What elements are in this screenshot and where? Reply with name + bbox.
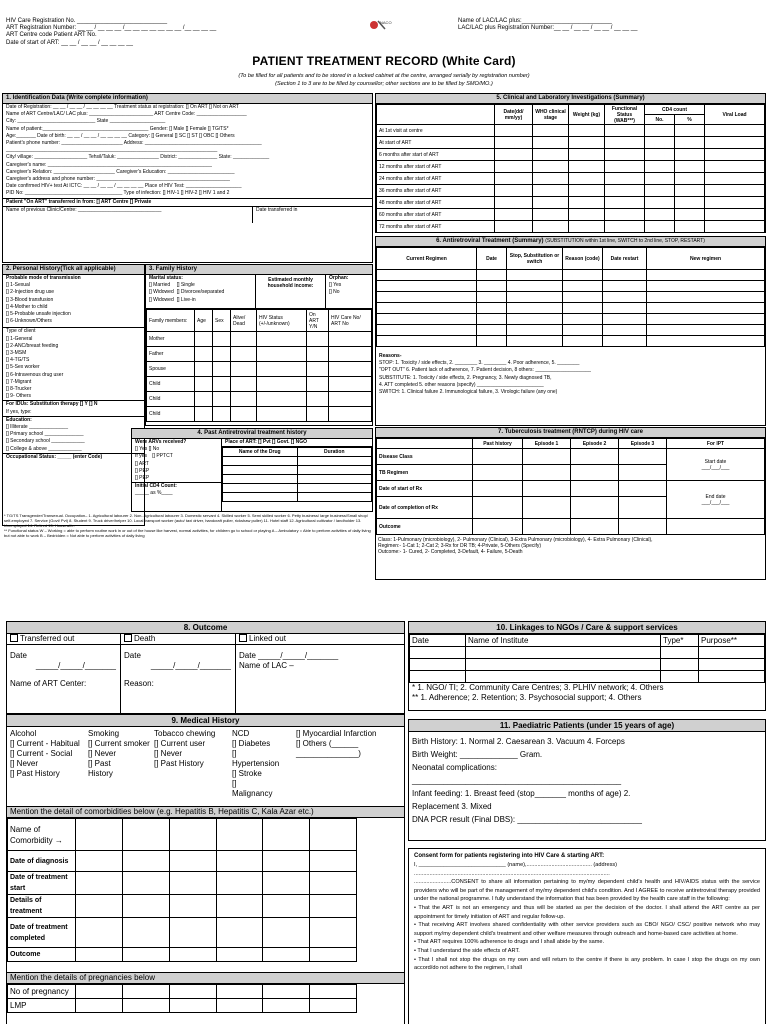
clinical-col: Functional Status (WAB***) [605, 105, 645, 125]
clinical-col: WHO clinical stage [533, 105, 569, 125]
clinical-row: 24 months after start of ART [377, 173, 495, 185]
section-11-title: 11. Paediatric Patients (under 15 years of age) [409, 720, 765, 732]
previous-clinic-line[interactable]: Name of previous Clinic/Centre: ______________________________ [3, 207, 253, 223]
arv-received-label: Were ARVs received? [135, 439, 187, 445]
outcome-section [6, 621, 405, 714]
client-option[interactable]: [] 2-ANC/breast feeding [6, 342, 59, 349]
orphan-no[interactable]: [] No [329, 289, 340, 296]
family-col: Age [195, 310, 213, 332]
marital-option[interactable]: [] Single [176, 282, 195, 289]
linked-date-field[interactable]: _____/_____/_______ [258, 651, 339, 660]
tb-outcome-legend: Outcome:- 1- Cured, 2- Completed, 3-Default, 4- Failure, 5-Death [378, 549, 523, 555]
death-date-field[interactable]: _____/_____/_______ [150, 661, 231, 670]
art-reasons [376, 347, 765, 396]
cd4-no-col: No. [645, 115, 675, 125]
smoking-option[interactable]: [] Current smoker [88, 739, 150, 748]
income-label[interactable]: Estimated monthly household income: [256, 275, 326, 308]
tb-row: Date of start of Rx [377, 481, 473, 497]
comorbidity-row: Outcome [8, 948, 76, 962]
client-option[interactable]: [] 5-Sex worker [6, 364, 40, 371]
consent-name-line[interactable]: I, ____________________________ (name),.......................................... (address) [414, 862, 618, 868]
art-col: Reason (code) [563, 248, 603, 270]
smoking-option[interactable]: [] Never [88, 749, 117, 758]
duration-col: Duration [297, 448, 372, 457]
personal-history-section [2, 264, 145, 526]
education-option[interactable]: [] Primary school ______________ [6, 431, 84, 438]
linkage-col: Type* [661, 635, 699, 647]
section-4-title: 4. Past Antiretroviral treatment history [132, 429, 372, 439]
ncd-option[interactable]: Hypertension [232, 759, 280, 768]
death-reason-label[interactable]: Reason: [124, 679, 154, 688]
comorbidity-header: Mention the detail of comorbidities below (e.g. Hepatitis B, Hepatitis C, Kala Azar etc.) [7, 807, 404, 818]
transmission-label: Probable mode of transmission [6, 275, 81, 281]
consent-point: • That ART requires 100% adherence to drugs and I shall abide by the same. [414, 939, 605, 946]
tb-legend [376, 535, 765, 557]
section-3-title: 3. Family History [146, 265, 372, 275]
neonatal-complications[interactable]: Neonatal complications: [412, 763, 497, 772]
svg-text:NACO: NACO [380, 20, 392, 25]
section-note: (Section 1 to 3 are to be filled by counsellor; other sections are to be filled by SMO/MO.) [275, 81, 493, 87]
comorbidity-row: Details of treatment [8, 895, 76, 918]
drug-col: Name of the Drug [223, 448, 298, 457]
art-col: Date restart [603, 248, 647, 270]
village-line[interactable]: City/ village: ___________________ Tehsil/Taluk: _______________ District: ______________ State: _____________ [6, 154, 270, 161]
birth-weight[interactable]: Birth Weight: _____________ Gram. [412, 750, 543, 759]
marital-option[interactable]: [] Divorcee/separated [176, 289, 225, 296]
tb-table: Past history Episode 1 Episode 2 Episode 3 For IPT Disease Class Start date ___/___/___ TB Regimen Date of start of Rx End date ___/___/___ Date of completion of Rx Outcome [376, 438, 765, 535]
outcome-date-label: Date [239, 651, 256, 660]
switch-reasons: SWITCH: 1. Clinical failure 2. Immunological failure, 3. Virologic failure (any one) [379, 389, 558, 396]
place-label: Place of ART: [225, 439, 257, 445]
pregnancy-header: Mention the details of pregnancies below [7, 972, 404, 984]
client-option[interactable]: [] 7-Migrant [6, 378, 32, 385]
death-option[interactable]: Death [134, 634, 156, 643]
orphan-yes[interactable]: [] Yes [329, 282, 342, 289]
linkage-purpose-note: ** 1. Adherence; 2. Retention; 3. Psychosocial support; 4. Others [412, 693, 642, 702]
consent-point: • That I shall not stop the drugs on my own and will return to the centre if there is any problem. In case I stop the drugs on my own accord/do not adhere to the regimen, I shall [414, 956, 760, 972]
marital-option[interactable]: [] Widowed [149, 296, 174, 303]
tb-class-legend: Class: 1-Pulmonary (microbiology), 2- Pulmonary (Clinical), 3-Extra Pulmonary (microbiology), 4- Extra Pulmonary (Clinical), [378, 537, 653, 543]
section-8-title: 8. Outcome [7, 622, 404, 634]
tb-regimen-legend: Regimen:- 1-Cat 1; 2-Cat 2; 3-Rx for DR TB; 4-Private, 5-Others (Specify) [378, 543, 542, 549]
art-col: New regimen [647, 248, 765, 270]
linkage-col: Date [410, 635, 466, 647]
clinical-row: 60 months after start of ART [377, 209, 495, 221]
family-table [146, 309, 372, 422]
consent-paragraph: ........................CONSENT to share all information pertaining to my/my dependent child's health and HIV/AIDS status with the service providers who will be part of the management of my/my dependent child's condition. And I AGREE to receive antiretroviral therapy provided under the national programme. I fully understand the information that has been provided by the health care staff in the following: [414, 879, 760, 903]
phone-line[interactable]: Patient's phone number: ______________________ Address: __________________________________________ [6, 140, 262, 147]
education-option[interactable]: [] College & above ____________ [6, 445, 82, 452]
linkages-table [409, 634, 765, 683]
ost-type[interactable]: If yes, type: [6, 408, 32, 415]
section-10-title: 10. Linkages to NGOs / Care & support services [409, 622, 765, 634]
alcohol-option[interactable]: [] Current - Social [10, 749, 73, 758]
naco-logo-icon [368, 18, 392, 32]
lac-reg-number: LAC/LAC plus Registration Number:__ __ / __ __ / __ __ / __ __ __ [458, 25, 638, 32]
fill-note: (To be filled for all patients and to be stored in a locked cabinet at the centre, arranged serially by registration number) [238, 73, 530, 79]
family-row: Mother [147, 332, 195, 347]
client-type-label: Type of client [3, 327, 144, 335]
ipt-end-date[interactable]: End date [705, 493, 726, 500]
clinical-row: At 1st visit at centre [377, 125, 495, 137]
tobacco-option[interactable]: [] Never [154, 749, 183, 758]
reasons-label: Reasons- [379, 353, 402, 359]
date-transferred-in[interactable]: Date transferred in [256, 206, 298, 213]
substitute-reasons-2: 4. ATT completed 5. other reasons (specify) ________________________ [379, 381, 544, 388]
consent-form [408, 848, 766, 1024]
clinical-row: At start of ART [377, 137, 495, 149]
medical-history-section [6, 714, 405, 1024]
consent-title: Consent form for patients registering into HIV Care & starting ART: [414, 853, 605, 859]
ipt-start-date[interactable]: Start date [704, 458, 727, 465]
pregnancy-row: No of pregnancy [8, 985, 76, 999]
transfer-in-line[interactable]: Patient "On ART" transferred in from: [] ART Centre [] Private [3, 198, 372, 206]
header-left [6, 18, 256, 47]
outcome-date-label: Date [10, 651, 27, 660]
alcohol-option[interactable]: [] Current - Habitual [10, 739, 80, 748]
place-options[interactable]: [] Pvt [] Govt. [] NGO [258, 439, 308, 445]
marital-option[interactable]: [] Widowed [149, 289, 174, 296]
address-line[interactable]: ____________________________________________________________________________ [6, 147, 218, 154]
alcohol-option[interactable]: [] Past History [10, 769, 60, 778]
consent-body [414, 861, 760, 973]
ncd-option[interactable]: [] [232, 749, 237, 758]
family-row: Child [147, 407, 195, 422]
clinical-row: 48 months after start of ART [377, 197, 495, 209]
tb-row: Disease Class [377, 449, 473, 465]
smoking-option[interactable]: [] Past [88, 759, 111, 768]
family-row: Father [147, 347, 195, 362]
infant-feeding[interactable]: Infant feeding: 1. Breast feed (stop_______ months of age) 2. [412, 789, 631, 798]
lac-name-label[interactable]: Name of LAC – [239, 661, 294, 670]
transmission-options [3, 282, 144, 325]
caregiver-address-line[interactable]: Caregiver's address and phone number: ________________________________________________ [6, 176, 230, 183]
ncd-option[interactable]: Malignancy [232, 789, 273, 798]
ncd-label: NCD [232, 729, 250, 738]
replacement-feeding[interactable]: Replacement 3. Mixed [412, 802, 492, 811]
marital-option[interactable]: [] Married [149, 282, 171, 289]
consent-blank-line[interactable]: .............................................................................................................................. [414, 870, 610, 877]
pregnancy-row: LMP [8, 999, 76, 1013]
cd4-percent[interactable]: _____ as %____ [135, 490, 173, 497]
mode-option[interactable]: [] 5-Probable unsafe injection [6, 311, 71, 318]
footnotes [4, 513, 373, 538]
family-col: Alive/ Dead [231, 310, 257, 332]
tb-row: TB Regimen [377, 465, 473, 481]
section-7-title: 7. Tuberculosis treatment (RNTCP) during HIV care [376, 428, 765, 438]
patient-name-line[interactable]: Name of patient:______________________________________ Gender: [] Male [] Female [] TG/TS* [6, 125, 229, 132]
linkages-section [408, 621, 766, 711]
tb-col: Episode 3 [619, 439, 667, 449]
client-option[interactable]: [] 6-Intravenous drug user [6, 371, 64, 378]
mode-option[interactable]: [] 1-Sexual [6, 282, 30, 289]
clinical-row: 72 months after start of ART [377, 221, 495, 233]
comorbidity-row: Date of diagnosis [8, 851, 76, 872]
clinical-lab-section [375, 93, 766, 233]
family-history-section [145, 264, 373, 426]
initial-cd4-label[interactable]: Initial CD4 Count: [132, 482, 221, 490]
consent-point: • That receiving ART involves shared confidentiality with other service providers such as CBO/ NGO/ CSC/ positive network who may support my/my dependent child's treatment and other welfare measures through outreach and home-based care activities at home. [414, 922, 760, 937]
city-line[interactable]: City: ____________________________ State ____________________ [6, 118, 166, 125]
family-row: Spouse [147, 362, 195, 377]
art-centre-line[interactable]: Name of ART Centre/LAC/ LAC plus: _______________________ ART Centre Code: __________________ [6, 111, 247, 118]
section-5-title: 5. Clinical and Laboratory Investigations (Summary) [376, 94, 765, 104]
client-option[interactable]: [] 3-MSM [6, 350, 27, 357]
education-label: Education: [3, 416, 144, 424]
birth-history[interactable]: Birth History: 1. Normal 2. Caesarean 3. Vacuum 4. Forceps [412, 737, 625, 746]
art-summary-section [375, 236, 766, 426]
art-col: Date [477, 248, 507, 270]
cd4-pct-col: % [675, 115, 705, 125]
comorbidity-row: Date of treatment start [8, 872, 76, 895]
linkage-col: Name of Institute [466, 635, 661, 647]
client-option[interactable]: [] 4-TG/TS [6, 357, 30, 364]
tb-col: For IPT [667, 439, 765, 449]
substitute-reasons: SUBSTITUTE: 1. Toxicity / side effects, 2. Pregnancy, 3. Newly diagnosed TB, [379, 374, 552, 381]
clinical-col: Weight (kg) [569, 105, 605, 125]
family-row: Child [147, 392, 195, 407]
alcohol-option[interactable]: [] Never [10, 759, 39, 768]
tobacco-option[interactable]: [] Past History [154, 759, 204, 768]
art-center-label[interactable]: Name of ART Center: [10, 679, 87, 688]
client-option[interactable]: [] 1-General [6, 335, 33, 342]
pregnancy-table [7, 984, 404, 1013]
tb-row: Date of completion of Rx [377, 497, 473, 519]
transfer-date-field[interactable]: _____/_____/_______ [35, 661, 116, 670]
tb-row: Outcome [377, 519, 473, 535]
ncd-others-option[interactable]: [] Others (______ [296, 739, 359, 748]
caregiver-relation-line[interactable]: Caregiver's Relation: ______________________ Caregiver's Education: ________________________ [6, 168, 235, 175]
hiv-care-reg-no: HIV Care Registration No. ___________________________ [6, 18, 168, 24]
optout-reasons: "OPT OUT" 6. Patient lack of adherence, 7. Patient decision, 8 others: ____________________ [379, 367, 591, 374]
orphan-label: Orphan: [329, 275, 349, 281]
age-line[interactable]: Age:_______ Date of birth: __ __ / __ __ / __ __ __ __ Category: [] General [] SC [] ST [] OBC [] Others [6, 132, 235, 139]
page-title: PATIENT TREATMENT RECORD (White Card) [252, 54, 516, 68]
section-2-title: 2. Personal History(Tick all applicable) [3, 265, 144, 275]
clinical-col: Viral Load [705, 105, 765, 125]
section-9-title: 9. Medical History [7, 715, 404, 727]
family-col: HIV Care No/ ART No [329, 310, 372, 332]
caregiver-name-line[interactable]: Caregiver's name: ___________________________________________________________ [6, 161, 212, 168]
comorbidity-row: Date of treatment completed [8, 918, 76, 948]
tb-col: Past history [473, 439, 523, 449]
art-table [376, 247, 765, 347]
arv-option[interactable]: [] PEP [135, 475, 150, 482]
linkage-type-note: * 1. NGO/ TI; 2. Community Care Centres; 3. PLHIV network; 4. Others [412, 683, 664, 692]
tobacco-option[interactable]: [] Current user [154, 739, 206, 748]
paediatric-section [408, 719, 766, 841]
pid-line[interactable]: PID No: ___________________________________ Type of infection: [] HIV-1 [] HIV-2 [] HIV 1 and 2 [6, 190, 230, 197]
family-col: Sex [213, 310, 231, 332]
family-col: HIV Status (+/-/unknown) [257, 310, 307, 332]
consent-point: • That I understand the side effects of ART. [414, 947, 520, 954]
dna-pcr-result[interactable]: DNA PCR result (Final DBS): ____________________________ [412, 815, 642, 824]
client-option[interactable]: [] 8-Trucker [6, 386, 32, 393]
consent-point: • That the ART is not an emergency and thus will be started as per the decision of the doctor. I shall attend the ART centre as per appointment for timely initiation of ART and regular follow-up. [414, 904, 760, 920]
section-6-title: 6. Antiretroviral Treatment (Summary) [436, 238, 544, 244]
clinical-col: CD4 count [645, 105, 705, 115]
client-option[interactable]: [] 9- Others [6, 393, 32, 400]
ncd-option[interactable]: [] Stroke [232, 769, 262, 778]
functional-footnote: ** Functional status W – Working = able to perform routine work in or out of the house like harvest, normal activities, for children go to school or playing A – Ambulatory = Able to perform activities of daily living but not able to work B – Bedridden = Not able to perform activities of daily living [4, 528, 371, 538]
family-row: Child [147, 377, 195, 392]
stop-reasons: STOP: 1. Toxicity / side effects, 2. ________ 3. ________ 4. Poor adherence, 5. ________ [379, 360, 580, 367]
pptct-option[interactable]: [] PPTCT [152, 453, 173, 460]
occupation-footnote: * TG/TS Transgender/Transexual. Occupation– 1. Agricultural labourer 2. Non- Agricultural labourer 3. Domestic servant 4. Skilled worker 5. Semi skilled worker 6. Petty business/ large business/Small shop/ self-employed 7. Service (Govt/ Pvt) 8. Student 9. Truck driver/helper 10. Local transport worker (auto/ taxi driver, handcraft puller, rickshaw puller) 11. Hotel staff 12. Agricultural cultivator / landholder 13. Unemployed 14. Retired 15. Housewife. [4, 513, 368, 528]
smoking-option[interactable]: History [88, 769, 113, 778]
hiv-test-line[interactable]: Date confirmed HIV+ test At ICTC: __ __ / __ __ / __ __ __ __ Place of HIV Test: ____________________ [6, 183, 242, 190]
clinical-table [376, 104, 765, 233]
art-centre-code: ART Centre code Patient ART No. [6, 32, 97, 39]
clinical-col: Date(dd/ mm/yy) [495, 105, 533, 125]
family-col: Family members: [147, 310, 195, 332]
art-col: Stop, Substitution or switch [507, 248, 563, 270]
clinical-row: 6 months after start of ART [377, 149, 495, 161]
linkage-col: Purpose** [699, 635, 765, 647]
past-arv-section [131, 428, 373, 512]
mode-option[interactable]: [] 2-Injection drug use [6, 289, 55, 296]
section-6-subtitle: (SUBSTITUTION within 1st line, SWITCH to 2nd line, STOP, RESTART) [545, 238, 705, 244]
tobacco-label: Tobacco chewing [154, 729, 216, 738]
arv-option[interactable]: [] PEP [135, 467, 150, 474]
ost-line[interactable]: For IDUs: Substitution therapy [] Y [] N [3, 400, 144, 408]
mode-option[interactable]: [] 4-Mother to child [6, 303, 48, 310]
clinical-row: 36 months after start of ART [377, 185, 495, 197]
arv-yes-no[interactable]: [] Yes [] No [135, 446, 160, 453]
education-option[interactable]: [] Secondary school ____________ [6, 438, 85, 445]
outcome-date-label: Date [124, 651, 141, 660]
clinical-row: 12 months after start of ART [377, 161, 495, 173]
section-1-title: 1. Identification Data (Write complete information) [3, 94, 372, 104]
occupation-line[interactable]: Occupational Status: _____ (enter Code) [3, 453, 144, 461]
family-col: On ART Y/N [307, 310, 329, 332]
art-start-date: Date of start of ART: __ __ / __ __ / __ __ __ __ [6, 39, 133, 46]
reg-date-line[interactable]: Date of Registration: __ __ / __ __ / __ __ __ __ Treatment status at registration: [] On ART [] Not on ART [6, 104, 239, 110]
ncd-others-field[interactable]: ______________) [296, 749, 361, 758]
comorbidity-row: Name of Comorbidity → [8, 819, 76, 851]
smoking-label: Smoking [88, 729, 120, 738]
marital-option[interactable]: [] Live-in [176, 296, 196, 303]
mi-option[interactable]: [] Myocardial Infarction [296, 729, 377, 738]
identification-section [2, 93, 373, 263]
neonatal-complications-field[interactable]: _______________________________________________ [412, 776, 622, 785]
mode-option[interactable]: [] 6-Unknown/Others [6, 318, 52, 325]
ncd-option[interactable]: [] [232, 779, 237, 788]
lac-name: Name of LAC/LAC plus:___________________________ [458, 18, 612, 24]
education-option[interactable]: [] Illiterate ______________ [6, 424, 68, 431]
marital-label: Marital status: [149, 275, 183, 281]
header-right [458, 18, 758, 32]
linked-out-option[interactable]: Linked out [249, 634, 286, 643]
tb-col: Episode 1 [523, 439, 571, 449]
alcohol-label: Alcohol [10, 729, 37, 738]
comorbidity-table [7, 818, 404, 962]
drug-table [222, 447, 372, 502]
art-reg-number: ART Registration Number: __ __ / __ __ __ /__ __ __ __ __ __ __ /__ __ __ __ [6, 25, 217, 32]
art-col: Current Regimen [377, 248, 477, 270]
ncd-option[interactable]: [] Diabetes [232, 739, 271, 748]
tb-treatment-section [375, 427, 766, 580]
tb-col: Episode 2 [571, 439, 619, 449]
transferred-out-option[interactable]: Transferred out [20, 634, 75, 643]
if-yes-label: If yes [135, 453, 147, 460]
mode-option[interactable]: [] 3-Blood transfusion [6, 296, 54, 303]
arv-option[interactable]: [] ART [135, 460, 149, 467]
